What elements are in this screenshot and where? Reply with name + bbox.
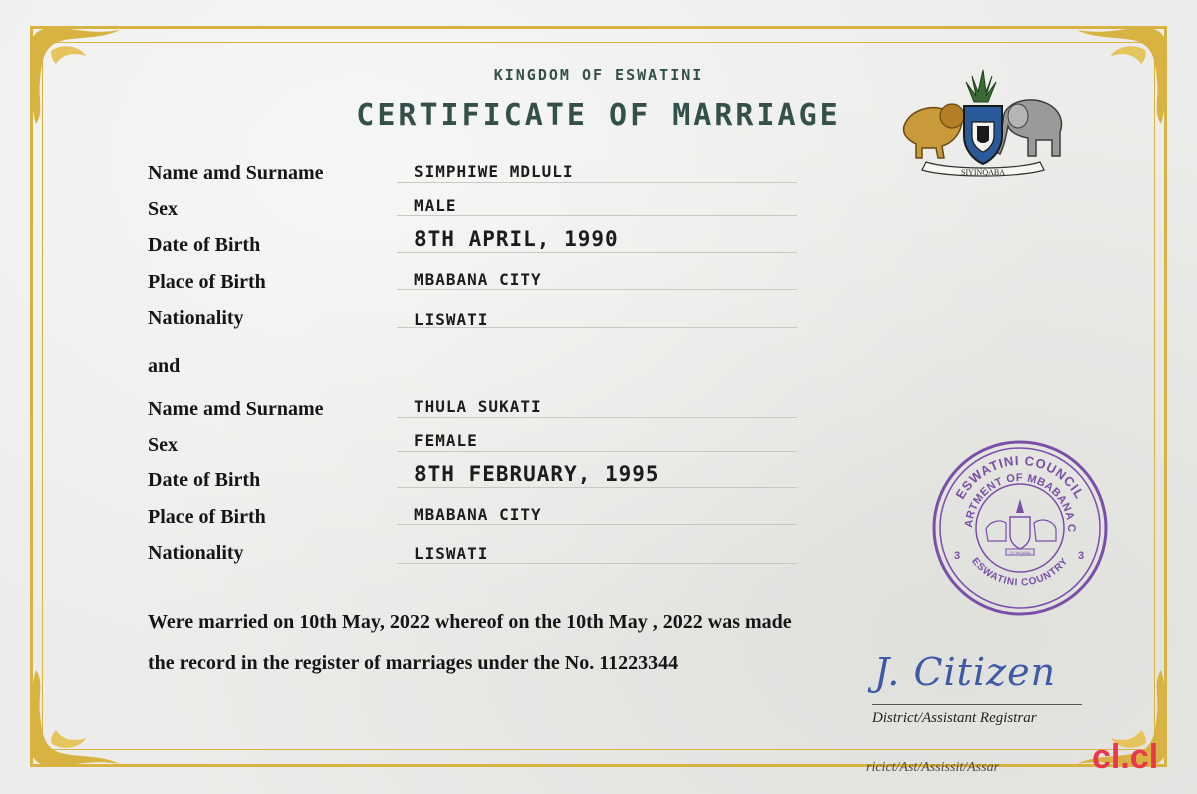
- party1-name-label: Name amd Surname: [148, 162, 324, 184]
- registrar-title: District/Assistant Registrar: [872, 710, 1037, 726]
- party2-dob-label: Date of Birth: [148, 469, 261, 491]
- svg-text:DEPARTMENT OF MBABANA CITY: [926, 437, 1077, 533]
- party2-dob-value: 8TH FEBRUARY, 1995: [414, 462, 660, 486]
- and-label: and: [148, 355, 181, 377]
- party2-pob-line: [397, 524, 797, 525]
- party2-pob-value: MBABANA CITY: [414, 505, 542, 524]
- party2-name-value: THULA SUKATI: [414, 397, 542, 416]
- party2-sex-label: Sex: [148, 434, 178, 456]
- corner-ornament-bottom-left: [22, 664, 132, 774]
- signature-line: [872, 704, 1082, 705]
- party1-dob-value: 8TH APRIL, 1990: [414, 227, 619, 251]
- svg-text:3: 3: [954, 550, 961, 562]
- party1-dob-label: Date of Birth: [148, 234, 261, 256]
- coat-of-arms-emblem: [900, 66, 1066, 182]
- party2-sex-value: FEMALE: [414, 431, 478, 450]
- marriage-statement-line1: Were married on 10th May, 2022 whereof on the 10th May , 2022 was made: [148, 611, 792, 633]
- stamp-top-text: ESWATINI COUNCIL: [952, 452, 1088, 502]
- watermark: cl.cl: [1092, 738, 1159, 776]
- party1-nationality-value: LISWATI: [414, 310, 489, 329]
- coat-of-arms-motto: SIYINQABA: [961, 168, 1005, 177]
- party2-name-label: Name amd Surname: [148, 398, 324, 420]
- party1-name-value: SIMPHIWE MDLULI: [414, 162, 574, 181]
- stamp-bottom-text: ESWATINI COUNTRY: [969, 555, 1071, 589]
- party1-pob-value: MBABANA CITY: [414, 270, 542, 289]
- party1-pob-label: Place of Birth: [148, 271, 266, 293]
- svg-text:3: 3: [1078, 550, 1085, 562]
- party2-nationality-label: Nationality: [148, 542, 244, 564]
- party1-dob-line: [397, 252, 797, 253]
- stamp-inner-motto: SIYINQABA: [1009, 550, 1031, 555]
- party2-nationality-line: [397, 563, 797, 564]
- party2-name-line: [397, 417, 797, 418]
- party1-name-line: [397, 182, 797, 183]
- registrar-title-ghost: ricict/Ast/Assissit/Assar: [866, 760, 1000, 775]
- party2-sex-line: [397, 451, 797, 452]
- party1-sex-line: [397, 215, 797, 216]
- party1-nationality-label: Nationality: [148, 307, 244, 329]
- party2-pob-label: Place of Birth: [148, 506, 266, 528]
- marriage-statement-line2: the record in the register of marriages under the No. 11223344: [148, 652, 679, 674]
- party1-sex-label: Sex: [148, 198, 178, 220]
- elephant-icon: [996, 100, 1062, 156]
- party1-sex-value: MALE: [414, 196, 457, 215]
- kingdom-heading: KINGDOM OF ESWATINI: [493, 66, 704, 84]
- lion-icon: [904, 104, 964, 158]
- party1-pob-line: [397, 289, 797, 290]
- stamp-middle-text: ARTMENT OF MBABANA C: [962, 471, 1078, 533]
- party2-dob-line: [397, 487, 797, 488]
- party1-nationality-line: [397, 327, 797, 328]
- certificate-title: CERTIFICATE OF MARRIAGE: [356, 98, 841, 133]
- party2-nationality-value: LISWATI: [414, 544, 489, 563]
- registrar-signature: J. Citizen: [874, 650, 1057, 694]
- official-stamp: [926, 437, 1114, 619]
